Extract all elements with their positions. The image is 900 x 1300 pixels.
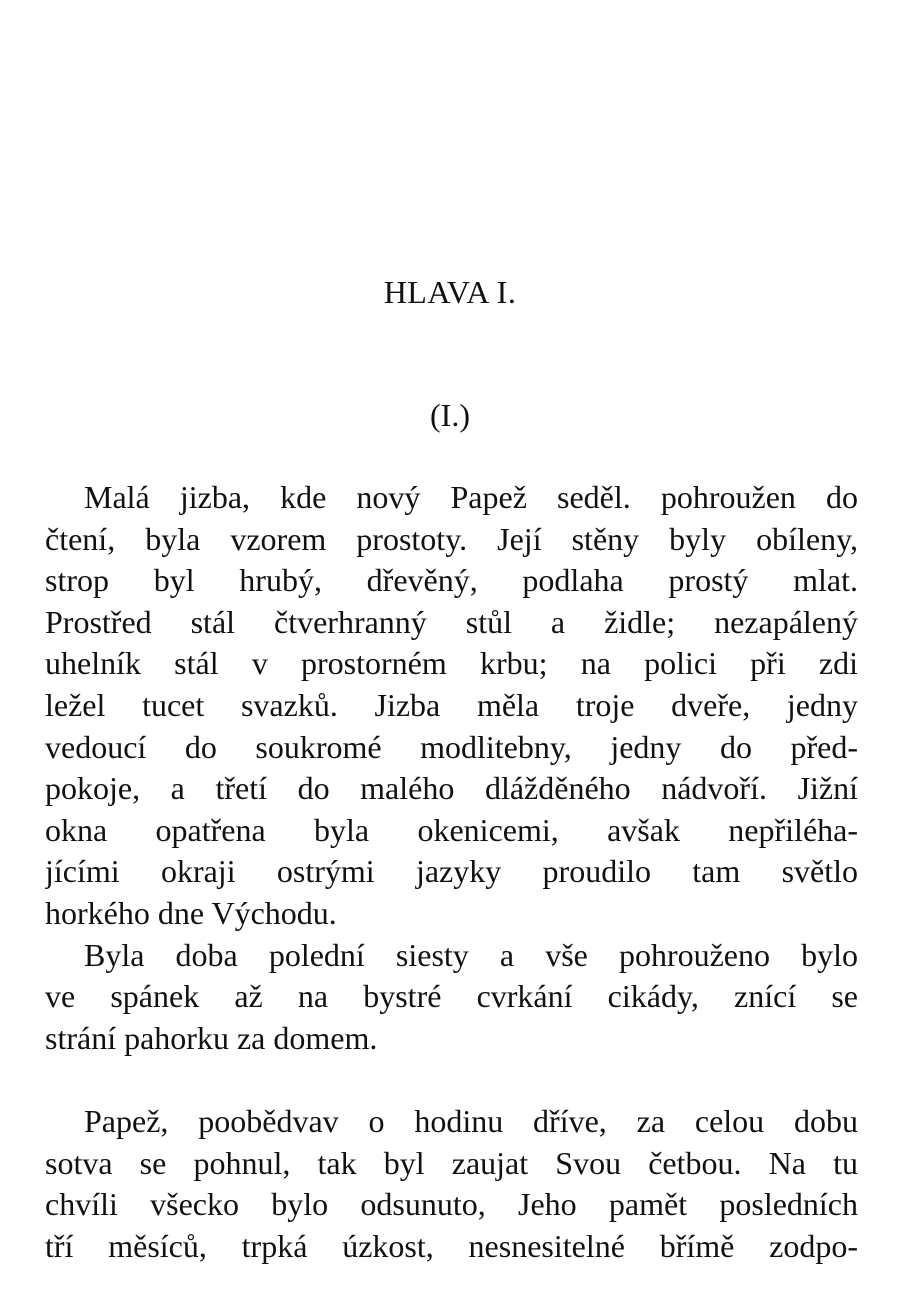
text-line: horkého dne Východu. bbox=[45, 894, 337, 931]
body-text-block bbox=[45, 477, 858, 1059]
text-line: jícími okraji ostrými jazyky proudilo tam světlo bbox=[45, 853, 858, 890]
text-line: chvíli všecko bylo odsunuto, Jeho pamět posledních bbox=[45, 1186, 858, 1223]
text-line: Papež, poobědvav o hodinu dříve, za celou dobu bbox=[84, 1103, 858, 1139]
chapter-title: HLAVA I. bbox=[383, 274, 517, 310]
text-line: čtení, byla vzorem prostoty. Její stěny byly obíleny, bbox=[45, 520, 858, 557]
text-line: vedoucí do soukromé modlitebny, jedny do před- bbox=[45, 728, 858, 765]
text-line: uhelník stál v prostorném krbu; na polici při zdi bbox=[45, 645, 858, 682]
section-number: (I.) bbox=[430, 397, 470, 433]
text-line: Prostřed stál čtverhranný stůl a židle; nezapálený bbox=[45, 603, 858, 640]
text-line: sotva se pohnul, tak byl zaujat Svou četbou. Na tu bbox=[45, 1144, 858, 1181]
body-text-block bbox=[45, 1101, 858, 1267]
text-line: pokoje, a třetí do malého dlážděného nádvoří. Jižní bbox=[45, 770, 858, 807]
text-line: tří měsíců, trpká úzkost, nesnesitelné břímě zodpo- bbox=[45, 1227, 858, 1264]
text-line: ležel tucet svazků. Jizba měla troje dveře, jedny bbox=[45, 686, 858, 723]
text-line: strání pahorku za domem. bbox=[45, 1019, 378, 1056]
text-line: okna opatřena byla okenicemi, avšak nepřiléha- bbox=[45, 811, 858, 848]
text-line: strop byl hrubý, dřevěný, podlaha prostý mlat. bbox=[45, 562, 858, 599]
text-line: Byla doba polední siesty a vše pohrouženo bylo bbox=[84, 936, 858, 973]
text-line: ve spánek až na bystré cvrkání cikády, znící se bbox=[45, 978, 858, 1015]
text-line: Malá jizba, kde nový Papež seděl. pohroužen do bbox=[84, 479, 858, 515]
